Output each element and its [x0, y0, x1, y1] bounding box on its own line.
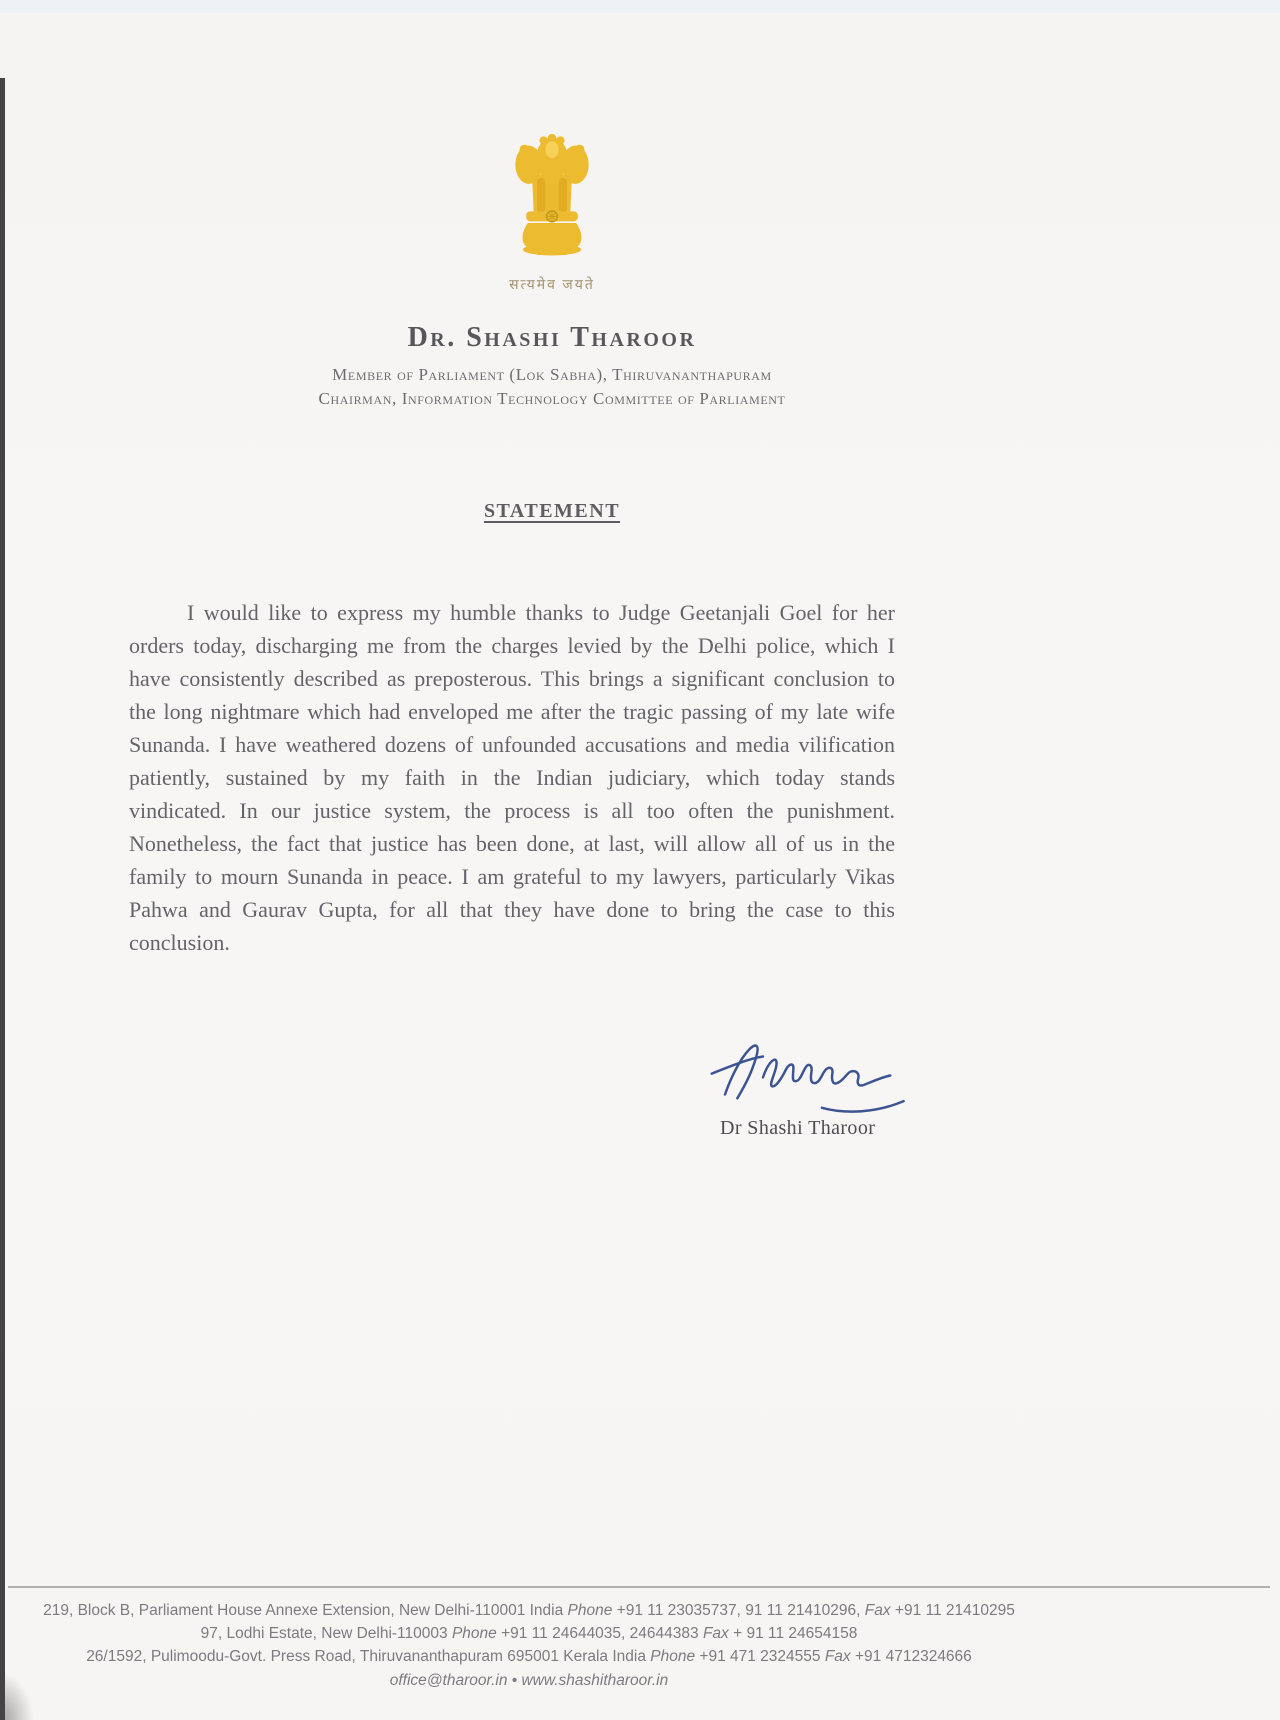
- statement-body: I would like to express my humble thanks to Judge Geetanjali Goel for her orders today, discharging me from the charges levied by the Delhi police, which I have consistently described as preposterous. This brings a significant conclusion to the long nightmare which had enveloped me after the tragic passing of my late wife Sunanda. I have weathered dozens of unfounded accusations and media vilification patiently, sustained by my faith in the Indian judiciary, which today stands vindicated. In our justice system, the process is all too often the punishment. Nonetheless, the fact that justice has been done, at last, will allow all of us in the family to mourn Sunanda in peace. I am grateful to my lawyers, particularly Vikas Pahwa and Gaurav Gupta, for all that they have done to bring the case to this conclusion.: [129, 600, 895, 955]
- footer-divider: [8, 1586, 1270, 1588]
- footer-lines: [0, 1599, 1058, 1668]
- signature-block: [698, 1028, 938, 1140]
- statement-heading-row: [0, 500, 1104, 523]
- letterhead: [0, 128, 1104, 411]
- signature-icon: [698, 1028, 923, 1123]
- letterhead-name: Dr. Shashi Tharoor: [407, 322, 697, 353]
- emblem-motto: सत्यमेव जयते: [509, 278, 595, 293]
- footer-line: 219, Block B, Parliament House Annexe Extension, New Delhi-110001 India Phone +91 11 23035737, 91 11 21410296, Fax +91 11 21410295: [43, 1602, 1015, 1619]
- ashoka-emblem-icon: [502, 128, 602, 268]
- letterhead-subtitle-1: Member of Parliament (Lok Sabha), Thiruvananthapuram: [332, 365, 772, 384]
- footer-line: 26/1592, Pulimoodu-Govt. Press Road, Thiruvananthapuram 695001 Kerala India Phone +91 471 2324555 Fax +91 4712324666: [86, 1648, 972, 1665]
- scan-top-edge: [0, 0, 1280, 13]
- footer-line: 97, Lodhi Estate, New Delhi-110003 Phone +91 11 24644035, 24644383 Fax + 91 11 24654158: [200, 1625, 858, 1642]
- statement-heading: STATEMENT: [483, 500, 621, 522]
- letterhead-subtitle-2: Chairman, Information Technology Committee of Parliament: [318, 389, 786, 408]
- signatory-name: Dr Shashi Tharoor: [720, 1117, 876, 1139]
- footer: [0, 1599, 1058, 1692]
- footer-contact: office@tharoor.in • www.shashitharoor.in: [389, 1672, 669, 1689]
